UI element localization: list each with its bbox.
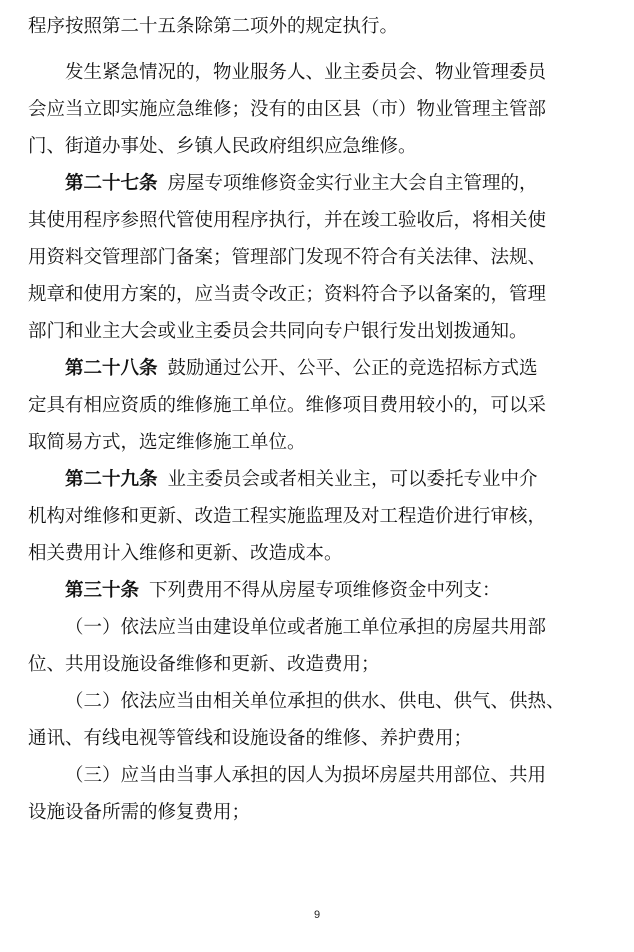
text-line — [28, 276, 614, 313]
line-text: 会应当立即实施应急维修；没有的由区县（市）物业管理主管部 — [28, 99, 547, 120]
article-30-line — [28, 572, 614, 609]
text-line — [28, 720, 614, 757]
text-line — [28, 646, 614, 683]
line-text: 程序按照第二十五条除第二项外的规定执行。 — [28, 16, 399, 37]
article-heading: 第二十七条 — [65, 173, 158, 194]
text-line — [28, 424, 614, 461]
article-27-line — [28, 165, 614, 202]
line-text: 部门和业主大会或业主委员会共同向专户银行发出划拨通知。 — [28, 321, 528, 342]
text-line — [28, 313, 614, 350]
line-text: 规章和使用方案的，应当责令改正；资料符合予以备案的，管理 — [28, 284, 547, 305]
text-line — [28, 794, 614, 831]
line-text: 门、街道办事处、乡镇人民政府组织应急维修。 — [28, 136, 417, 157]
line-text: 取简易方式，选定维修施工单位。 — [28, 432, 306, 453]
line-text: （二）依法应当由相关单位承担的供水、供电、供气、供热、 — [65, 691, 565, 712]
text-line — [28, 91, 614, 128]
text-line — [28, 535, 614, 572]
list-item-line — [28, 609, 614, 646]
line-text: 其使用程序参照代管使用程序执行，并在竣工验收后，将相关使 — [28, 210, 547, 231]
line-text: 机构对维修和更新、改造工程实施监理及对工程造价进行审核， — [28, 506, 547, 527]
text-line — [28, 239, 614, 276]
article-29-line — [28, 461, 614, 498]
line-text: 下列费用不得从房屋专项维修资金中列支： — [149, 580, 501, 601]
text-line — [28, 202, 614, 239]
line-text: 业主委员会或者相关业主，可以委托专业中介 — [167, 469, 538, 490]
line-text: 发生紧急情况的，物业服务人、业主委员会、物业管理委员 — [65, 62, 547, 83]
text-line — [28, 387, 614, 424]
list-item-line — [28, 683, 614, 720]
article-heading: 第二十九条 — [65, 469, 158, 490]
line-text: 通讯、有线电视等管线和设施设备的维修、养护费用； — [28, 728, 473, 749]
text-line — [28, 54, 614, 91]
line-text: 用资料交管理部门备案；管理部门发现不符合有关法律、法规、 — [28, 247, 547, 268]
line-text: 相关费用计入维修和更新、改造成本。 — [28, 543, 343, 564]
text-line — [28, 128, 614, 165]
line-text: 设施设备所需的修复费用； — [28, 802, 251, 823]
list-item-line — [28, 757, 614, 794]
text-line — [28, 498, 614, 535]
line-text: 鼓励通过公开、公平、公正的竞选招标方式选 — [167, 358, 538, 379]
line-text: 房屋专项维修资金实行业主大会自主管理的， — [167, 173, 538, 194]
line-text: 位、共用设施设备维修和更新、改造费用； — [28, 654, 380, 675]
article-28-line — [28, 350, 614, 387]
page-number: 9 — [313, 909, 321, 921]
article-heading: 第二十八条 — [65, 358, 158, 379]
line-text: 定具有相应资质的维修施工单位。维修项目费用较小的，可以采 — [28, 395, 547, 416]
line-text: （一）依法应当由建设单位或者施工单位承担的房屋共用部 — [65, 617, 547, 638]
line-text: （三）应当由当事人承担的因人为损坏房屋共用部位、共用 — [65, 765, 547, 786]
text-line — [28, 8, 614, 45]
article-heading: 第三十条 — [65, 580, 140, 601]
